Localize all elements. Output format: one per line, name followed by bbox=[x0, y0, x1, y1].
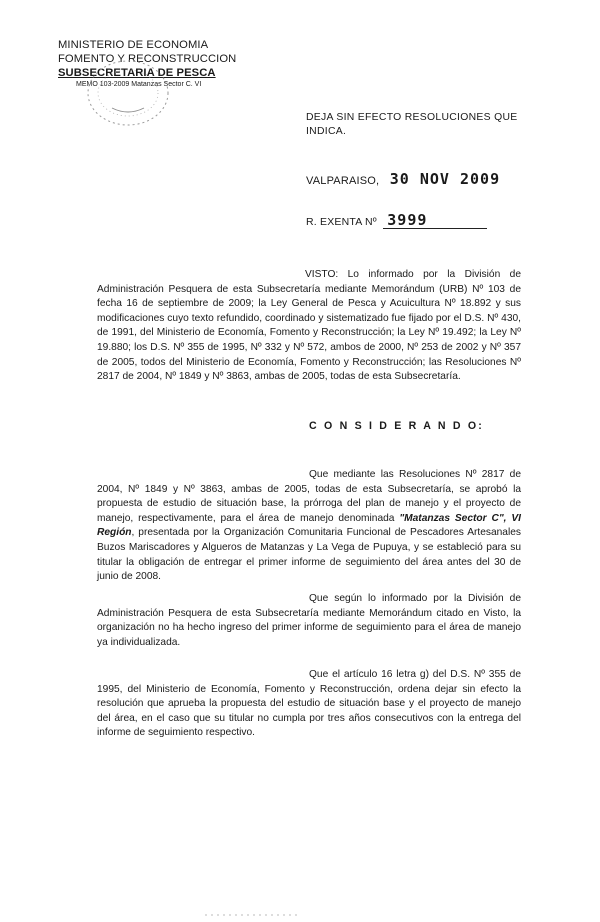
considerando-3-text: de 1995, del Ministerio de Economía, Fomento y Reconstrucción, ordena dejar sin efecto la resolución que aprueba la propuesta del estudio de situación base y el proyecto de manejo del área, en el caso que su titular no cumpla por tres años consecutivos con la entrega del informe de seguimiento respectivo. bbox=[97, 669, 521, 739]
memo-reference: MEMO 103-2009 Matanzas Sector C. VI bbox=[76, 81, 202, 88]
date-line bbox=[306, 170, 500, 189]
visto-lead: VISTO: bbox=[305, 269, 339, 280]
considerando-heading: C O N S I D E R A N D O: bbox=[309, 420, 485, 432]
subsecretaria-name: SUBSECRETARIA DE PESCA bbox=[58, 67, 216, 79]
considerando-paragraph-2 bbox=[97, 592, 521, 650]
resolution-number-line bbox=[306, 212, 487, 230]
visto-paragraph bbox=[97, 268, 521, 385]
date-place: VALPARAISO, bbox=[306, 175, 380, 187]
resolution-number: 3999 bbox=[383, 212, 487, 229]
scan-artifacts bbox=[0, 905, 600, 922]
considerando-2-lead: Que según lo informado por la División de bbox=[309, 593, 521, 604]
considerando-paragraph-3 bbox=[97, 668, 521, 741]
considerando-3-lead: Que el artículo 16 letra g) del D.S. Nº 355 bbox=[309, 669, 506, 680]
subject-line-1: DEJA SIN EFECTO RESOLUCIONES QUE bbox=[306, 112, 518, 123]
visto-text: Lo informado por la División de Administración Pesquera de esta Subsecretaría mediante Memorándum (URB) Nº 103 de fecha 16 de septiembre de 2009; la Ley General de Pesca y Acuicultura Nº 18.892 y sus modificaciones cuyo texto refundido, coordinado y sistematizado fue fijado por el D.S. Nº 430, de 1991, del Ministerio de Economía, Fomento y Reconstrucción; la Ley Nº 19.492; la Ley Nº 19.880; los D.S. Nº 355 de 1995, Nº 332 y Nº 572, ambos de 2000, Nº 253 de 2002 y Nº 357 de 2005, todos del Ministerio de Economía, Fomento y Reconstrucción; las Resoluciones Nº 2817 de 2004, Nº 1849 y Nº 3863, ambas de 2005, todas de esta Subsecretaría. bbox=[97, 269, 521, 383]
considerando-1-lead: Que mediante las Resoluciones Nº 2817 de bbox=[309, 469, 521, 480]
considerando-1-emphasis: "Matanzas Sector C", VI Región bbox=[97, 512, 521, 539]
ministry-name-cont: FOMENTO Y RECONSTRUCCION bbox=[58, 53, 237, 65]
document-subject bbox=[306, 111, 518, 139]
date-stamp: 30 NOV 2009 bbox=[389, 170, 501, 188]
ministry-name: MINISTERIO DE ECONOMIA bbox=[58, 39, 209, 51]
official-stamp bbox=[82, 56, 174, 130]
considerando-1-text-before: 2004, Nº 1849 y Nº 3863, ambas de 2005, todas de esta Subsecretaría, se aprobó la propuesta de estudio de situación base, la prórroga del plan de manejo y el proyecto de manejo, respectivamente, para el área de manejo denominada bbox=[97, 483, 521, 524]
resolution-label: R. EXENTA Nº bbox=[306, 216, 377, 228]
considerando-paragraph-1 bbox=[97, 468, 521, 585]
considerando-2-text: Administración Pesquera de esta Subsecretaría mediante Memorándum citado en Visto, la organización no ha hecho ingreso del primer informe de seguimiento para el área de manejo ya individualizada. bbox=[97, 607, 521, 648]
considerando-1-text-after: , presentada por la Organización Comunitaria Funcional de Pescadores Artesanales Buzos Mariscadores y Algueros de Matanzas y La Vega de Pupuya, y se estableció para su titular la obligación de entregar el primer informe de seguimiento del área antes del 30 de junio de 2008. bbox=[97, 527, 521, 583]
subject-line-2: INDICA. bbox=[306, 126, 347, 137]
